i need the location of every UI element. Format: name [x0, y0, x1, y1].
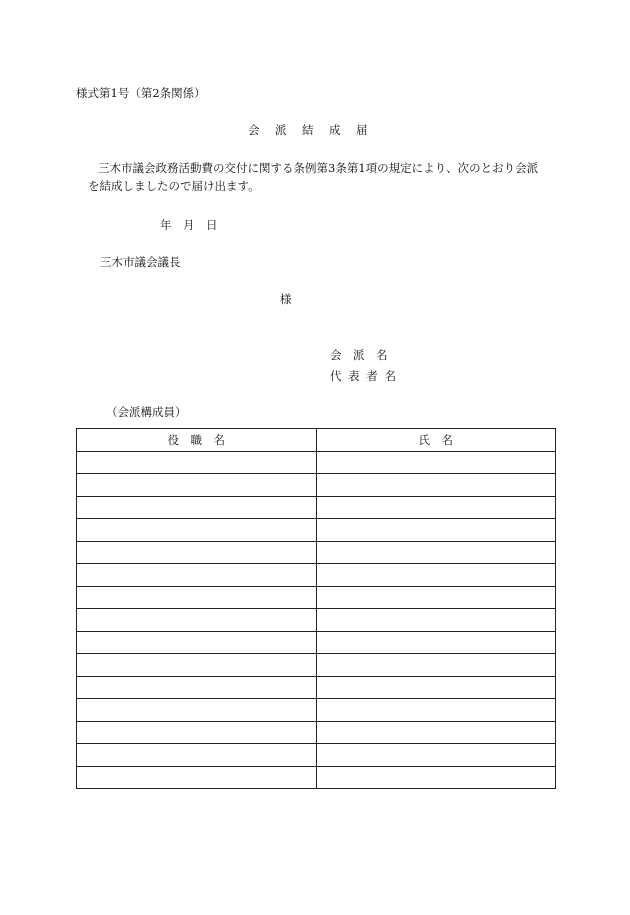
table-row: [77, 676, 556, 699]
role-cell[interactable]: [77, 541, 317, 564]
table-row: [77, 699, 556, 722]
name-cell[interactable]: [316, 519, 556, 542]
name-cell[interactable]: [316, 699, 556, 722]
name-cell[interactable]: [316, 721, 556, 744]
name-cell[interactable]: [316, 609, 556, 632]
honorific: 様: [280, 292, 292, 306]
document-title: 会 派 結 成 届: [248, 123, 370, 137]
table-row: [77, 451, 556, 474]
table-row: [77, 631, 556, 654]
form-number: 様式第1号（第2条関係）: [76, 86, 206, 100]
table-row: [77, 541, 556, 564]
role-cell[interactable]: [77, 519, 317, 542]
table-row: [77, 564, 556, 587]
role-cell[interactable]: [77, 586, 317, 609]
role-cell[interactable]: [77, 766, 317, 789]
members-table: [76, 428, 556, 789]
body-line-2: を結成しましたので届け出ます。: [88, 179, 260, 193]
role-cell[interactable]: [77, 721, 317, 744]
date-line: 年 月 日: [160, 218, 218, 232]
role-cell[interactable]: [77, 699, 317, 722]
role-cell[interactable]: [77, 474, 317, 497]
header-name: 氏 名: [316, 429, 556, 452]
header-role: 役 職 名: [77, 429, 317, 452]
table-row: [77, 474, 556, 497]
role-cell[interactable]: [77, 496, 317, 519]
role-cell[interactable]: [77, 631, 317, 654]
name-cell[interactable]: [316, 564, 556, 587]
name-cell[interactable]: [316, 496, 556, 519]
name-cell[interactable]: [316, 586, 556, 609]
role-cell[interactable]: [77, 654, 317, 677]
addressee: 三木市議会議長: [100, 255, 181, 269]
body-paragraph: [76, 159, 546, 195]
table-row: [77, 586, 556, 609]
role-cell[interactable]: [77, 609, 317, 632]
role-cell[interactable]: [77, 744, 317, 767]
name-cell[interactable]: [316, 541, 556, 564]
faction-name-label: 会 派 名: [330, 348, 388, 362]
members-caption: （会派構成員）: [106, 405, 187, 419]
name-cell[interactable]: [316, 631, 556, 654]
name-cell[interactable]: [316, 451, 556, 474]
table-row: [77, 721, 556, 744]
table-row: [77, 519, 556, 542]
representative-label: 代 表 者 名: [330, 369, 396, 383]
name-cell[interactable]: [316, 744, 556, 767]
table-row: [77, 496, 556, 519]
members-table-header-row: [77, 429, 556, 452]
table-row: [77, 609, 556, 632]
role-cell[interactable]: [77, 564, 317, 587]
role-cell[interactable]: [77, 676, 317, 699]
body-line-1: 三木市議会政務活動費の交付に関する条例第3条第1項の規定により、次のとおり会派: [98, 161, 539, 175]
table-row: [77, 766, 556, 789]
name-cell[interactable]: [316, 654, 556, 677]
role-cell[interactable]: [77, 451, 317, 474]
name-cell[interactable]: [316, 676, 556, 699]
name-cell[interactable]: [316, 766, 556, 789]
table-row: [77, 744, 556, 767]
name-cell[interactable]: [316, 474, 556, 497]
table-row: [77, 654, 556, 677]
